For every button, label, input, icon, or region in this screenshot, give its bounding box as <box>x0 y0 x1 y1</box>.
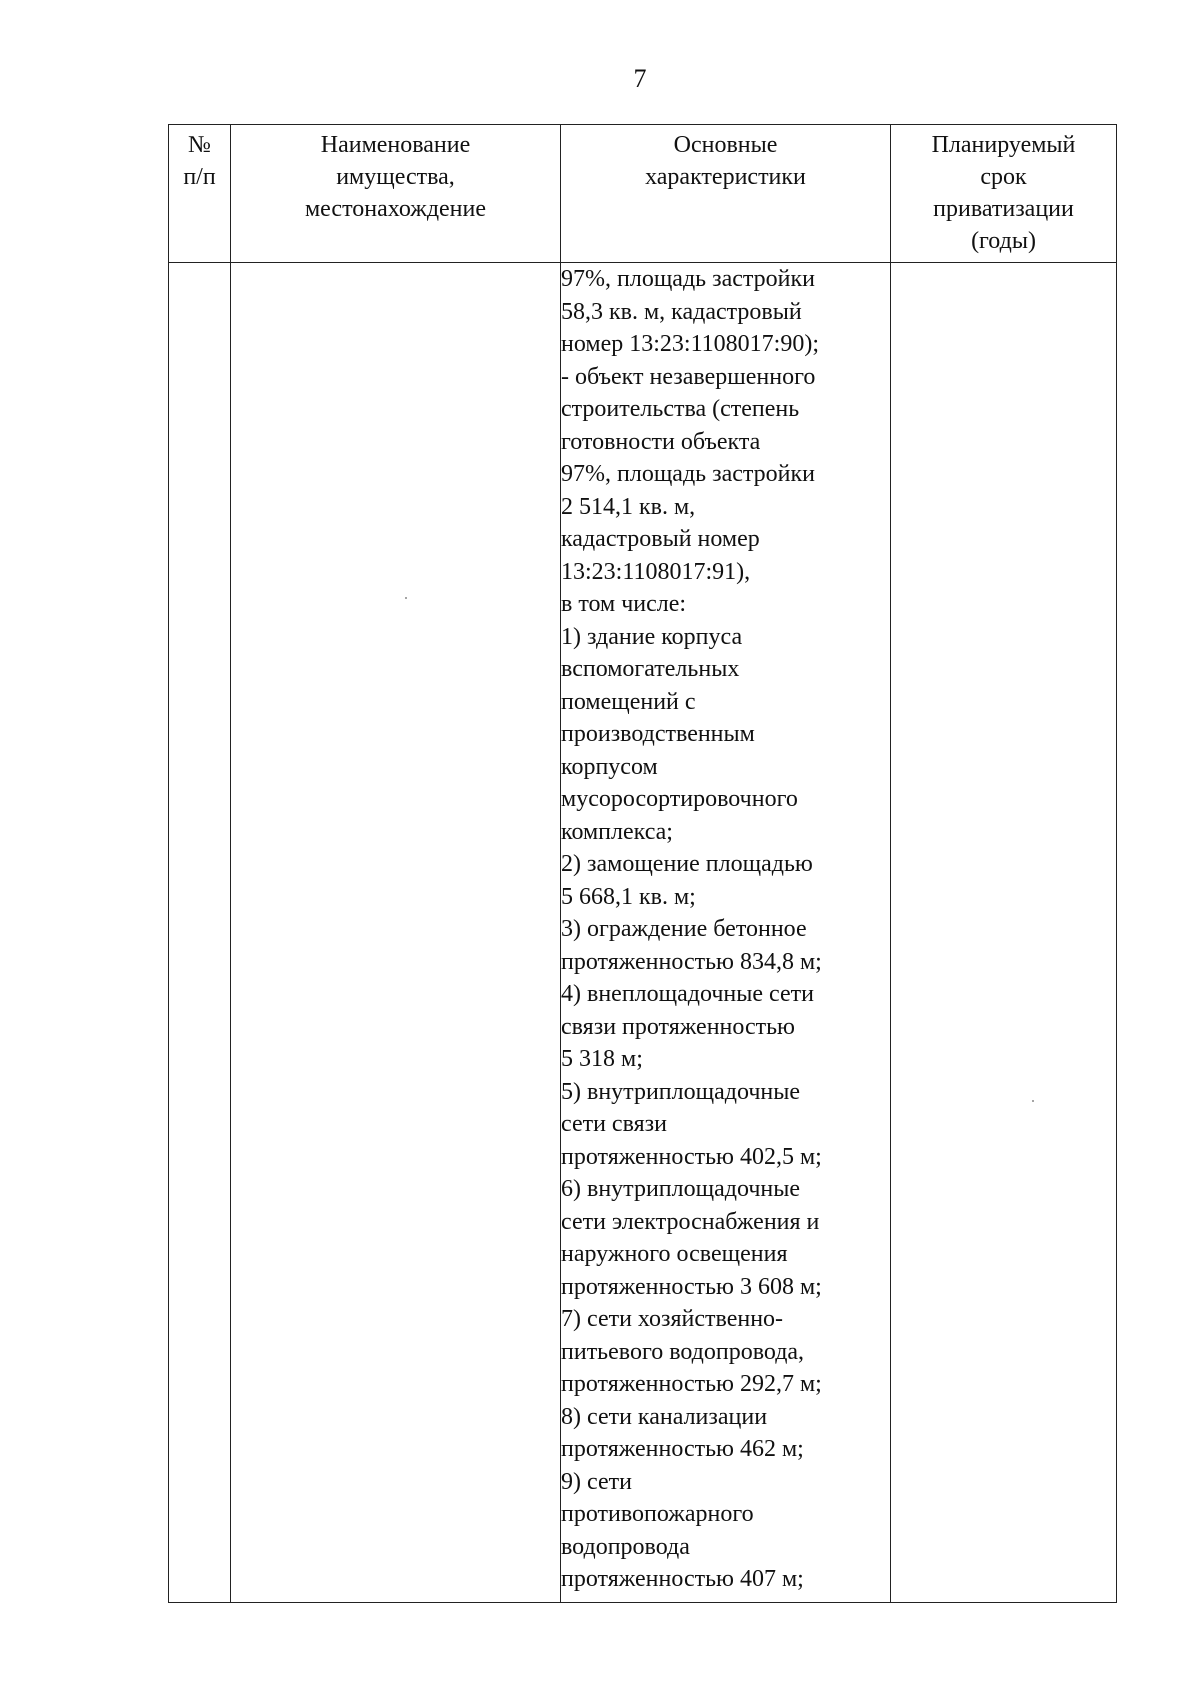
characteristics-line: 97%, площадь застройки <box>561 266 816 292</box>
characteristics-line: 2) замощение площадью <box>561 851 813 877</box>
characteristics-line: сети электроснабжения и <box>561 1208 820 1235</box>
characteristics-line: строительства (степень <box>561 396 800 422</box>
header-name: Наименование имущества, местонахождение <box>231 125 561 263</box>
characteristics-line: 4) внеплощадочные сети <box>561 981 814 1007</box>
characteristics-line: протяженностью 292,7 м; <box>561 1371 822 1397</box>
table-header-row <box>169 125 1117 263</box>
characteristics-line: готовности объекта <box>561 428 761 455</box>
characteristics-line: протяженностью 407 м; <box>561 1566 804 1592</box>
characteristics-line: 8) сети канализации <box>561 1403 768 1430</box>
characteristics-line: наружного освещения <box>561 1241 788 1267</box>
characteristics-line: протяженностью 402,5 м; <box>561 1143 822 1170</box>
cell-name <box>231 263 561 1603</box>
characteristics-line: сети связи <box>561 1111 667 1137</box>
characteristics-line: 9) сети <box>561 1468 632 1495</box>
characteristics-line: корпусом <box>561 753 658 780</box>
scan-speck <box>405 597 407 599</box>
characteristics-line: помещений с <box>561 688 696 715</box>
page-number: 7 <box>633 64 647 93</box>
cell-privatization-term <box>891 263 1117 1603</box>
cell-num <box>169 263 231 1603</box>
characteristics-line: комплекса; <box>561 818 673 845</box>
characteristics-line: 2 514,1 кв. м, <box>561 493 696 520</box>
characteristics-line: вспомогательных <box>561 656 740 682</box>
table-row <box>169 263 1117 1603</box>
characteristics-line: питьевого водопровода, <box>561 1338 805 1365</box>
characteristics-line: - объект незавершенного <box>561 363 816 390</box>
characteristics-line: 5 668,1 кв. м; <box>561 883 696 910</box>
characteristics-line: номер 13:23:1108017:90); <box>561 331 819 357</box>
characteristics-line: протяженностью 3 608 м; <box>561 1273 822 1300</box>
characteristics-line: протяженностью 834,8 м; <box>561 948 822 975</box>
characteristics-line: 1) здание корпуса <box>561 623 743 650</box>
characteristics-line: связи протяженностью <box>561 1013 795 1040</box>
characteristics-line: мусоросортировочного <box>561 786 798 812</box>
characteristics-line: в том числе: <box>561 591 687 617</box>
privatization-table <box>168 124 1117 1603</box>
characteristics-text <box>561 263 890 1596</box>
characteristics-line: кадастровый номер <box>561 526 760 552</box>
characteristics-line: водопровода <box>561 1533 690 1560</box>
characteristics-line: 5) внутриплощадочные <box>561 1078 801 1105</box>
characteristics-line: протяженностью 462 м; <box>561 1436 804 1462</box>
header-privatization-term: Планируемый срок приватизации (годы) <box>891 125 1117 263</box>
characteristics-line: 7) сети хозяйственно- <box>561 1306 784 1332</box>
header-characteristics: Основные характеристики <box>561 125 891 263</box>
characteristics-line: 97%, площадь застройки <box>561 461 816 487</box>
scan-speck <box>1032 1100 1034 1102</box>
characteristics-line: 5 318 м; <box>561 1046 643 1072</box>
header-num: № п/п <box>169 125 231 263</box>
characteristics-line: 6) внутриплощадочные <box>561 1176 801 1202</box>
characteristics-line: противопожарного <box>561 1501 754 1527</box>
characteristics-line: производственным <box>561 721 755 747</box>
characteristics-line: 58,3 кв. м, кадастровый <box>561 298 802 325</box>
characteristics-line: 13:23:1108017:91), <box>561 558 751 585</box>
cell-characteristics <box>561 263 891 1603</box>
characteristics-line: 3) ограждение бетонное <box>561 916 807 942</box>
